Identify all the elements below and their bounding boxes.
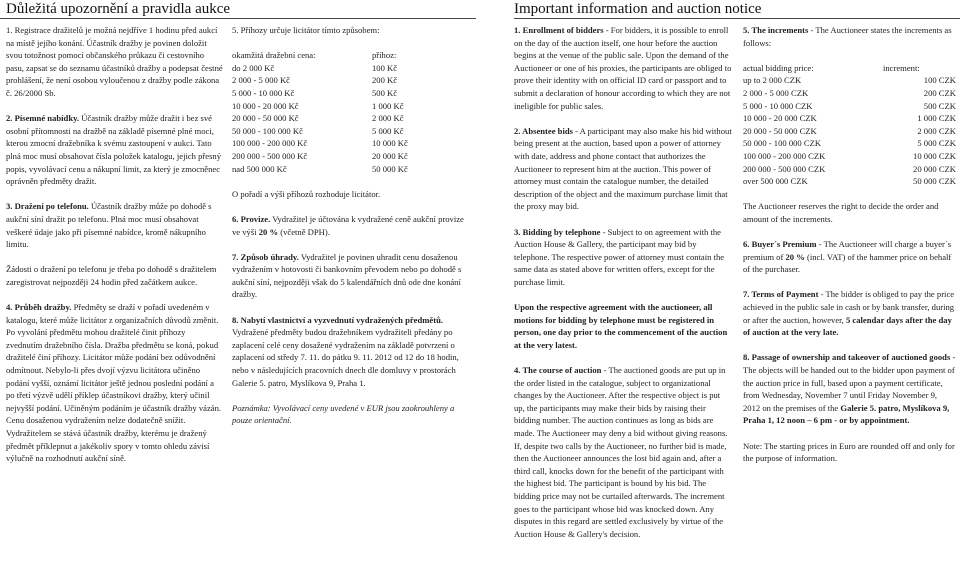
table-row bbox=[232, 112, 432, 125]
table-cell-increment: 100 CZK bbox=[923, 75, 956, 86]
table-row bbox=[743, 125, 956, 138]
en-rule-8-text: - The objects will be handed out to the bidder upon payment of the auction price in full, based upon a payment certificate, from Wednesday, November 7 until Friday November 9, 2012 on the premises of the bbox=[743, 352, 956, 413]
table-row bbox=[232, 74, 432, 87]
cz-rule-2 bbox=[6, 112, 223, 188]
table-row bbox=[232, 163, 432, 176]
table-cell-price: 20 000 - 50 000 Kč bbox=[232, 113, 299, 124]
table-cell-increment: 50 000 CZK bbox=[913, 176, 956, 187]
cz-rule-8-heading: 8. Nabytí vlastnictví a vyzvednutí vydražených předmětů. bbox=[232, 314, 444, 325]
table-cell-increment: 500 CZK bbox=[923, 100, 956, 111]
table-cell-increment: 5 000 Kč bbox=[372, 125, 404, 136]
en-rule-6 bbox=[743, 238, 956, 276]
en-rule-5-text: - The Auctioneer states the increments as follows: bbox=[743, 25, 952, 48]
table-cell-increment: 200 CZK bbox=[923, 87, 956, 98]
table-cell-price: 20 000 - 50 000 CZK bbox=[743, 125, 817, 136]
cz-rule-6-heading: 6. Provize. bbox=[232, 213, 271, 224]
en-rule-2-heading: 2. Absentee bids bbox=[514, 125, 573, 136]
en-title-rule bbox=[514, 18, 960, 19]
table-row bbox=[743, 150, 956, 163]
table-cell-price: 100 000 - 200 000 CZK bbox=[743, 150, 826, 161]
cz-rule-6 bbox=[232, 213, 464, 238]
cz-rule-2-text: Účastník dražby může dražit i bez své osobní přítomnosti na dražbě na základě písemné plné moci, kterou zmocní dražebníka k svému zastoupení v aukci. Tato plná moc musí obsahovat čísla položek katalogu, jejich přesný popis, vyvolávací cenu a nákupní limit, za který je zmocněnec oprávněn předměty dražit. bbox=[6, 113, 222, 187]
cz-rule-7 bbox=[232, 251, 464, 301]
en-rule-5 bbox=[743, 24, 956, 49]
table-cell-price: up to 2 000 CZK bbox=[743, 75, 802, 86]
table-cell-price: 2 000 - 5 000 CZK bbox=[743, 87, 809, 98]
table-row bbox=[232, 137, 432, 150]
cz-rule-6-rate: 20 % bbox=[258, 226, 279, 237]
table-row bbox=[743, 163, 956, 176]
table-cell-increment: 2 000 CZK bbox=[917, 125, 956, 136]
en-rule-4 bbox=[514, 364, 732, 540]
en-rule-1-heading: 1. Enrollment of bidders bbox=[514, 25, 604, 35]
en-increment-table bbox=[743, 62, 956, 188]
table-header-row bbox=[743, 62, 956, 75]
cz-column-2 bbox=[232, 24, 464, 440]
table-cell-price: 50 000 - 100 000 CZK bbox=[743, 138, 822, 149]
table-cell-increment: 1 000 CZK bbox=[917, 113, 956, 124]
en-rule-7 bbox=[743, 288, 956, 338]
cz-increment-table bbox=[232, 49, 432, 175]
table-cell-price: 10 000 - 20 000 Kč bbox=[232, 100, 299, 111]
table-cell-price: 50 000 - 100 000 Kč bbox=[232, 125, 303, 136]
en-rule-7-deadline: 5 calendar days after the day of auction at the very late. bbox=[743, 314, 952, 338]
cz-rule-3 bbox=[6, 200, 223, 250]
table-cell-price: 5 000 - 10 000 Kč bbox=[232, 87, 295, 98]
en-rule-2-text: - A participant may also make his bid without being present at the auction, based upon a power of attorney with date, address and phone contact that authorizes the Auctioneer to represent him at the auction. This power of attorney must contain the catalogue number, the detailed description of the object and the maximum purchase limit that the proxy may bid. bbox=[514, 125, 732, 212]
table-cell-increment: 20 000 CZK bbox=[913, 163, 956, 174]
en-rule-1-text: - For bidders, it is possible to enroll on the day of the auction itself, one hour before the auction begins at the venue of the public sale. Upon the demand of the Auctioneer or one of his proxies, the participants are obliged to prove their identity with on official ID card or passport and to submit a declaration of honour according to which they are not ineligible for public sales. bbox=[514, 25, 732, 111]
cz-rule-6-text: Vydražitel je účtována k vydražené ceně aukční provize ve výši bbox=[232, 213, 464, 237]
cz-title-rule bbox=[0, 18, 476, 19]
cz-rule-5: 5. Příhozy určuje licitátor tímto způsobem: bbox=[232, 25, 380, 35]
table-cell-price: 200 000 - 500 000 Kč bbox=[232, 150, 308, 161]
en-rule-3-heading: 3. Bidding by telephone bbox=[514, 226, 601, 237]
en-rule-6-text: - The Auctioneer will charge a buyer´s premium of bbox=[743, 239, 952, 262]
en-rule-3-bold bbox=[514, 301, 732, 351]
table-cell-increment: 10 000 Kč bbox=[372, 138, 408, 149]
cz-rule-4 bbox=[6, 301, 223, 465]
cz-rule-4-heading: 4. Průběh dražby. bbox=[6, 302, 72, 313]
cz-rule-7-heading: 7. Způsob úhrady. bbox=[232, 251, 299, 262]
table-cell-increment: 10 000 CZK bbox=[913, 150, 956, 161]
table-row bbox=[232, 87, 432, 100]
table-cell-increment: 5 000 CZK bbox=[917, 138, 956, 149]
table-cell-price: 100 000 - 200 000 Kč bbox=[232, 138, 308, 149]
table-row bbox=[743, 137, 956, 150]
table-cell-price: 2 000 - 5 000 Kč bbox=[232, 75, 290, 86]
cz-rule-2-heading: 2. Písemné nabídky. bbox=[6, 113, 80, 124]
table-row bbox=[232, 150, 432, 163]
en-rule-3-text: - Subject to on agreement with the Auction House & Gallery, the participant may bid by telephone. The respective power of attorney must contain the same data as stated above for written offers, except for the purchase limit. bbox=[514, 226, 725, 287]
en-rule-4-text: - The auctioned goods are put up in the order listed in the catalogue, subject to organizational changes by the Auctioneer. After the respective object is put up, the participants may make their bids by raising their bidding number. The auction continues as long as bids are made. The Auctioneer may deny a bid without giving reasons. If, despite two calls by the Auctioneer, no further bid is made, then the Auctioneer announces the lost bid again and, after a third call, knocks down for the benefit of the participant with the highest bid. The participant is bound by his bid. The bidding price may not be curtailed afterwards. The increment goes to the participant whose bid was knocked down. Any disputes in this regard are settled exclusively by virtue of the Auction House & Gallery's decision. bbox=[514, 365, 728, 539]
cz-rule-3-heading: 3. Dražení po telefonu. bbox=[6, 201, 89, 212]
en-rule-4-heading: 4. The course of auction bbox=[514, 365, 602, 376]
table-row bbox=[232, 100, 432, 113]
table-header-price: okamžitá dražební cena: bbox=[232, 50, 316, 61]
table-row bbox=[232, 62, 432, 75]
table-row bbox=[743, 100, 956, 113]
en-rule-8 bbox=[743, 351, 956, 427]
table-cell-price: do 2 000 Kč bbox=[232, 62, 275, 73]
en-rule-6-rate: 20 % bbox=[785, 251, 805, 262]
cz-rule-8 bbox=[232, 314, 464, 390]
table-row bbox=[743, 175, 956, 188]
en-rule-5-note: The Auctioneer reserves the right to decide the order and amount of the increments. bbox=[743, 201, 939, 224]
table-cell-increment: 20 000 Kč bbox=[372, 150, 408, 161]
cz-column-1 bbox=[6, 24, 223, 477]
en-note: Note: The starting prices in Euro are rounded off and only for the purpose of information. bbox=[743, 440, 955, 464]
en-rule-7-heading: 7. Terms of Payment bbox=[743, 289, 819, 300]
en-column-2 bbox=[743, 24, 956, 477]
table-cell-increment: 1 000 Kč bbox=[372, 100, 404, 111]
en-title: Important information and auction notice bbox=[514, 1, 762, 17]
table-cell-increment: 500 Kč bbox=[372, 87, 398, 98]
cz-rule-8-text: Vydražené předměty budou dražebníkem vydražiteli předány po zaplacení celé ceny dosažené vydražením na základě potvrzení o zaplacení od středy 7. 11. do pátku 9. 11. 2012 od 12 do 18 hodin, nebo v následujících pracovních dnech dle domluvy v prostorách Galerie 5. patro, Myslíkova 9, Praha 1. bbox=[232, 327, 459, 388]
table-header-increment: increment: bbox=[882, 62, 920, 73]
table-cell-increment: 200 Kč bbox=[372, 75, 398, 86]
en-rule-7-text: - The bidder is obliged to pay the price achieved in the public sale in cash or by bank transfer, during or after the auction, however, bbox=[743, 289, 955, 325]
cz-title: Důležitá upozornění a pravidla aukce bbox=[6, 1, 231, 17]
en-rule-8-heading: 8. Passage of ownership and takeover of auctioned goods bbox=[743, 352, 951, 363]
en-column-1 bbox=[514, 24, 732, 553]
en-rule-6-end: (incl. VAT) of the hammer price on behalf of the purchaser. bbox=[743, 251, 952, 275]
table-row bbox=[743, 87, 956, 100]
cz-rule-3-note: Žádosti o dražení po telefonu je třeba po dohodě s dražitelem zaregistrovat nejpozději 24 hodin před začátkem aukce. bbox=[6, 264, 217, 287]
table-cell-increment: 50 000 Kč bbox=[372, 163, 408, 174]
en-rule-8-venue: Galerie 5. patro, Myslíkova 9, Praha 1, 12 noon – 6 pm - or by appointment. bbox=[743, 402, 950, 426]
en-rule-2 bbox=[514, 125, 732, 213]
table-cell-price: nad 500 000 Kč bbox=[232, 163, 287, 174]
cz-rule-4-text: Předměty se draží v pořadí uvedeném v katalogu, které může licitátor z organizačních důvodů změnit. Po vyvolání předmětu mohou dražitelé činit příhozy zvednutím dražebního čísla. Dražba předmětu se koná, pokud dražitelé činí příhozy. Licitátor může podání bez odůvodnění odmítnout. Nebylo-li přes dvojí výzvu licitátora učiněno podání vyšší, oznámí licitátor ještě jednou poslední podání a po třetí výzvě udělí příklep účastníkovi dražby, který učinil nejvyšší podání. Učiněným podáním je účastník dražby vázán. Cenu dosaženou vydražením nelze dodatečně snížit. Vydražitelem se stává účastník dražby, kterému je dražený předmět příklepnut a jakékoliv spory v tomto ohledu závisí výlučně na rozhodnutí aukční síně. bbox=[6, 302, 222, 464]
cz-rule-1: 1. Registrace dražitelů je možná nejdříve 1 hodinu před aukcí na místě jejího konání. Účastník dražby je povinen doložit svou totožnost pomocí občanského průkazu či cestovního pasu, zapsat se do seznamu účastníků dražby a podepsat čestné prohlášení, že není osobou vyloučenou z dražby podle zákona č. 26/2000 Sb. bbox=[6, 25, 223, 98]
cz-rule-6-end: (včetně DPH). bbox=[278, 226, 330, 237]
table-row bbox=[743, 112, 956, 125]
table-cell-price: 10 000 - 20 000 CZK bbox=[743, 113, 817, 124]
table-header-row bbox=[232, 49, 432, 62]
cz-rule-5-note: O pořadí a výši příhozů rozhoduje licitátor. bbox=[232, 188, 381, 199]
table-cell-increment: 2 000 Kč bbox=[372, 113, 404, 124]
cz-rule-3-text: Účastník dražby může po dohodě s aukční síní dražit po telefonu. Plná moc musí obsahovat veškeré údaje jako při písemné nabídce, kromě nákupního limitu. bbox=[6, 201, 212, 250]
en-rule-3-bold-text: Upon the respective agreement with the auctioneer, all motions for bidding by telephone must be registered in person, one day prior to the commencement of the auction at the very latest. bbox=[514, 302, 728, 350]
en-rule-3 bbox=[514, 226, 732, 289]
en-rule-1 bbox=[514, 24, 732, 112]
table-cell-price: 5 000 - 10 000 CZK bbox=[743, 100, 813, 111]
table-row bbox=[743, 74, 956, 87]
table-cell-price: over 500 000 CZK bbox=[743, 176, 808, 187]
en-rule-6-heading: 6. Buyer´s Premium bbox=[743, 239, 817, 250]
table-header-increment: příhoz: bbox=[372, 50, 397, 61]
cz-rule-7-text: Vydražitel je povinen uhradit cenu dosaženou vydražením v hotovosti či bankovním převodem nebo po dohodě s aukční síní, nejpozději však do 5 kalendářních dnů ode dne konání dražby. bbox=[232, 251, 462, 300]
table-row bbox=[232, 125, 432, 138]
en-rule-5-heading: 5. The increments bbox=[743, 25, 809, 35]
table-cell-increment: 100 Kč bbox=[372, 62, 398, 73]
table-header-price: actual bidding price: bbox=[743, 62, 814, 73]
table-cell-price: 200 000 - 500 000 CZK bbox=[743, 163, 826, 174]
cz-note: Poznámka: Vyvolávací ceny uvedené v EUR jsou zaokrouhleny a pouze orientační. bbox=[232, 402, 455, 426]
